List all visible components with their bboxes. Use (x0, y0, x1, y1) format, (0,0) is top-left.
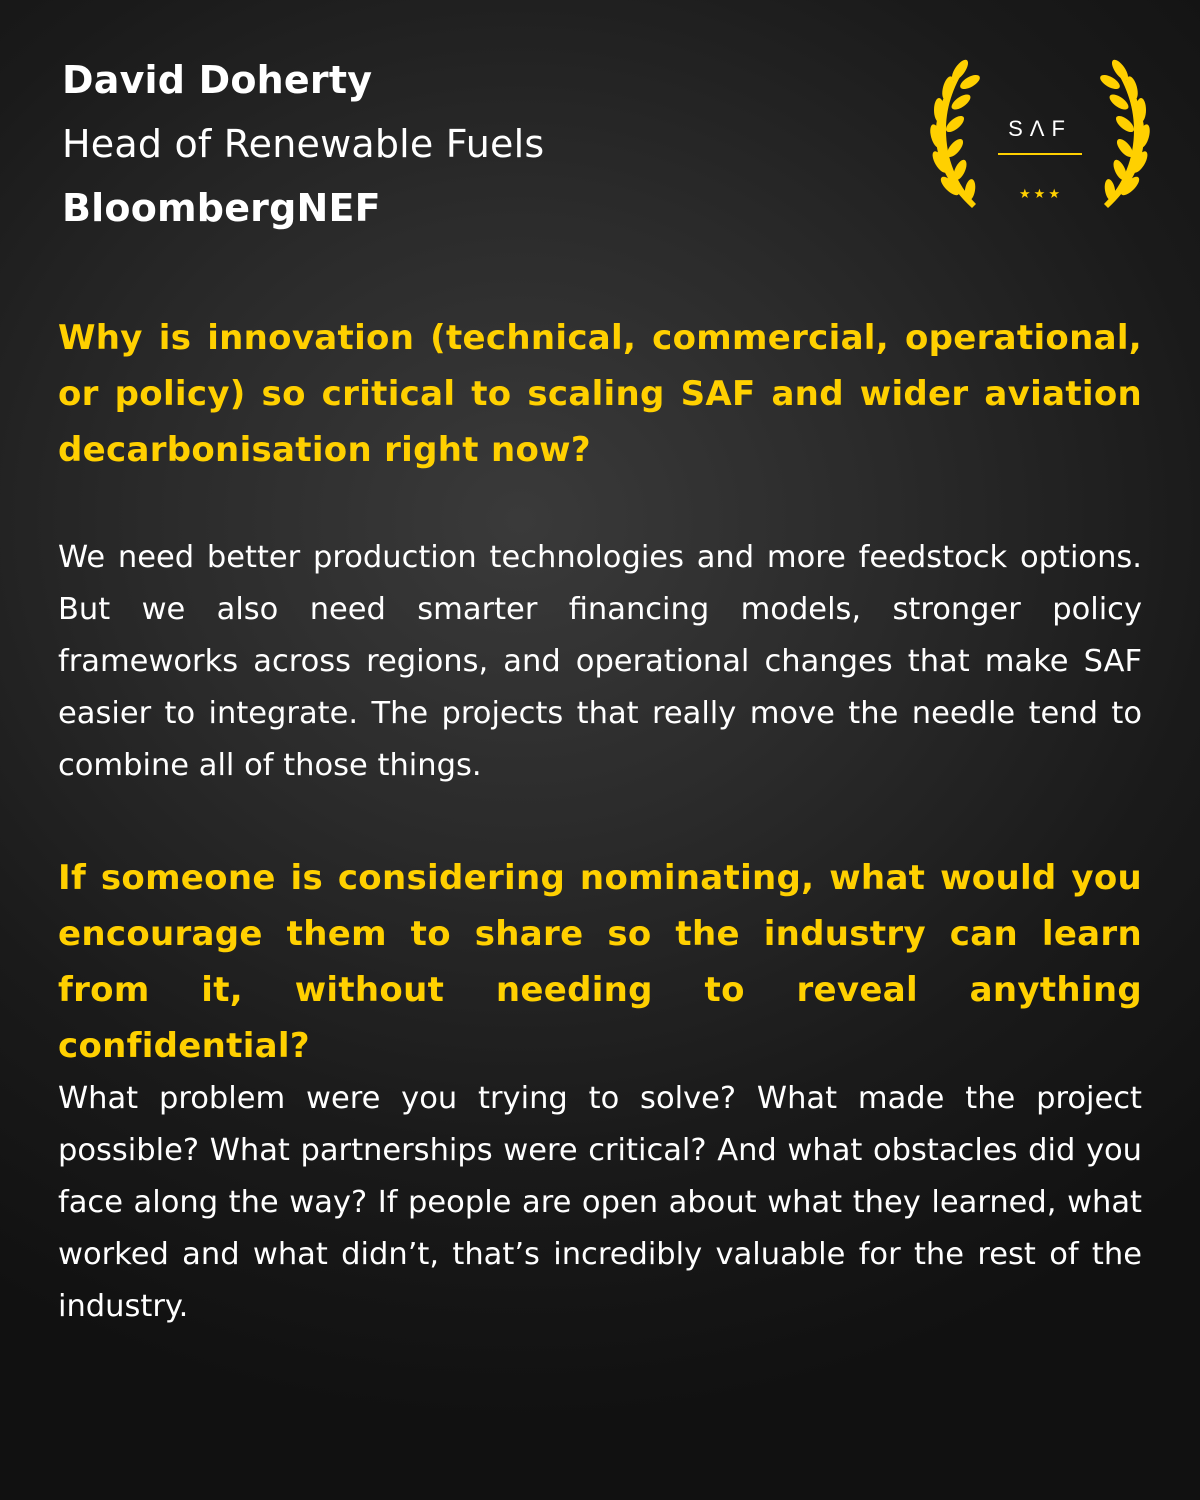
question-2: If someone is considering nominating, what would you encourage them to share so the industry can learn from it, without needing to reveal anything confidential? (58, 858, 1142, 1066)
speaker-header (62, 48, 544, 240)
saf-awards-logo (920, 58, 1160, 218)
logo-stars: ★★★ (1019, 187, 1063, 202)
speaker-name: David Doherty (62, 58, 373, 102)
answer-2: What problem were you trying to solve? What made the project possible? What partnerships were critical? And what obstacles did you face along the way? If people are open about what they learned, what worked and what didn’t, that’s incredibly valuable for the rest of the industry. (58, 1081, 1142, 1324)
answer-1: We need better production technologies and more feedstock options. But we also need smarter financing models, stronger policy frameworks across regions, and operational changes that make SAF easier to integrate. The projects that really move the needle tend to combine all of those things. (58, 540, 1142, 783)
speaker-title: Head of Renewable Fuels (62, 122, 545, 166)
question-1: Why is innovation (technical, commercial, operational, or policy) so critical to scaling SAF and wider aviation decarbonisation right now? (58, 318, 1142, 470)
speaker-organization: BloombergNEF (62, 186, 381, 230)
laurel-wreath-icon (920, 58, 1160, 218)
logo-text: SΛF (1008, 116, 1072, 141)
